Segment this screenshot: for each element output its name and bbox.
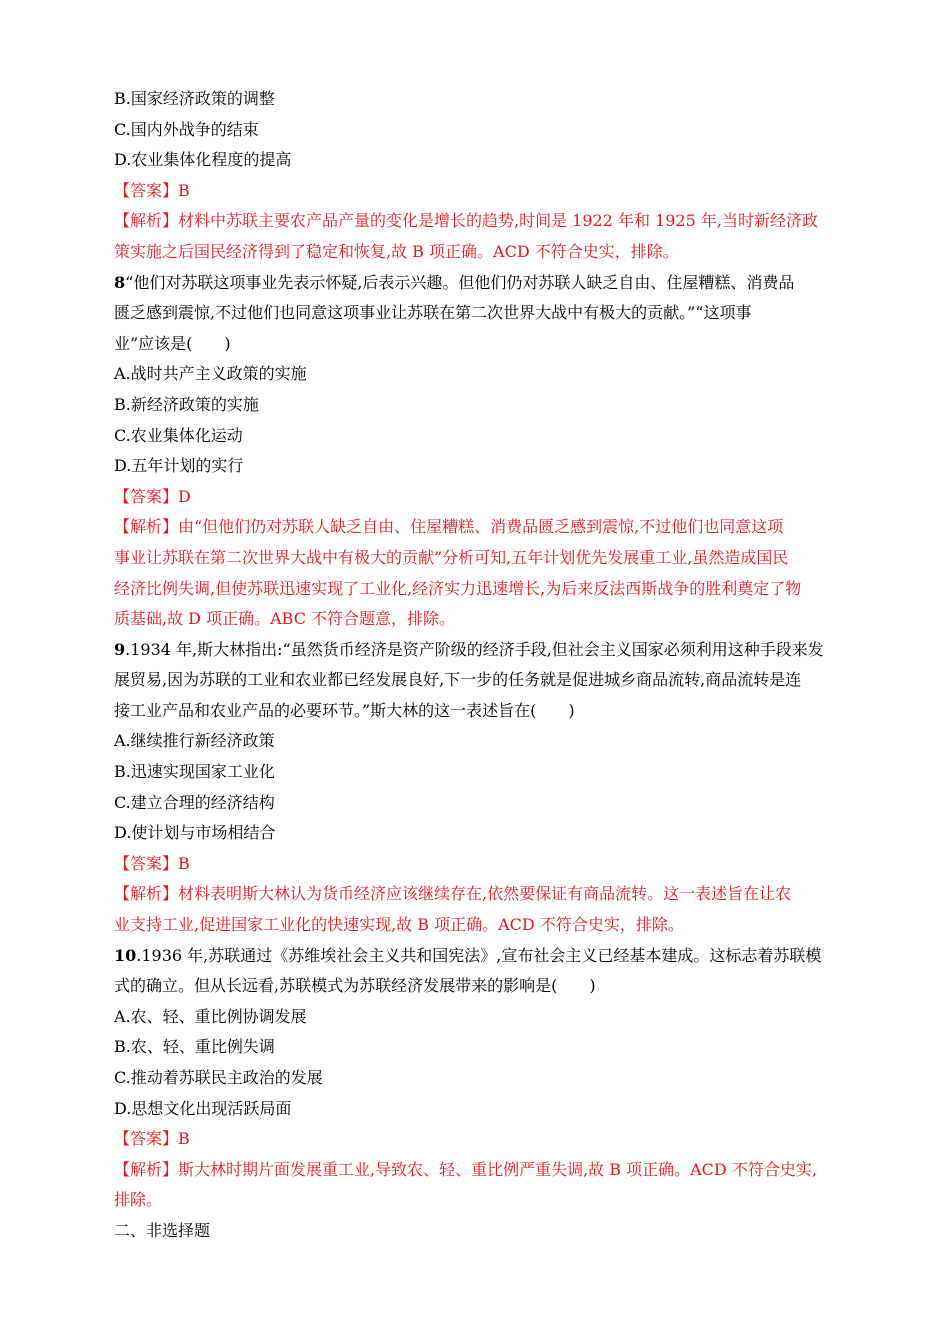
analysis-line: 【解析】材料中苏联主要农产品产量的变化是增长的趋势,时间是 1922 年和 1925 年,当时新经济政	[114, 211, 818, 231]
answer: 【答案】B	[114, 853, 190, 873]
analysis-line: 【解析】材料表明斯大林认为货币经济应该继续存在,依然要保证有商品流转。这一表述旨在让农	[114, 884, 792, 904]
analysis-line: 【解析】由“但他们仍对苏联人缺乏自由、住屋糟糕、消费品匮乏感到震惊,不过他们也同意这项	[114, 517, 784, 537]
analysis-line: 业支持工业,促进国家工业化的快速实现,故 B 项正确。ACD 不符合史实，排除。	[114, 915, 684, 935]
question-number: 8	[114, 272, 126, 292]
option-a: A.继续推行新经济政策	[114, 731, 275, 751]
analysis-line: 经济比例失调,但使苏联迅速实现了工业化,经济实力迅速增长,为后来反法西斯战争的胜利奠定了物	[114, 578, 802, 598]
option-a: A.战时共产主义政策的实施	[114, 364, 307, 384]
option-b: B.迅速实现国家工业化	[114, 762, 275, 782]
section-title: 二、非选择题	[114, 1220, 211, 1240]
question-number: 10	[114, 945, 137, 965]
option-c: C.建立合理的经济结构	[114, 792, 275, 812]
question-stem-line: 式的确立。但从长远看,苏联模式为苏联经济发展带来的影响是( )	[114, 976, 596, 996]
question-stem-line: 匮乏感到震惊,不过他们也同意这项事业让苏联在第二次世界大战中有极大的贡献。”“这项事	[114, 303, 752, 323]
option-d: D.使计划与市场相结合	[114, 823, 276, 843]
option-d: D.农业集体化程度的提高	[114, 150, 292, 170]
question-number: 9	[114, 639, 126, 659]
option-c: C.农业集体化运动	[114, 425, 243, 445]
question-stem-text: “他们对苏联这项事业先表示怀疑,后表示兴趣。但他们仍对苏联人缺乏自由、住屋糟糕、消费品	[125, 272, 795, 292]
option-d: D.思想文化出现活跃局面	[114, 1098, 292, 1118]
page-content	[114, 84, 844, 1247]
question-8	[114, 268, 844, 635]
question-stem-text: .1936 年,苏联通过《苏维埃社会主义共和国宪法》,宣布社会主义已经基本建成。这标志着苏联模	[136, 945, 822, 965]
question-9	[114, 635, 844, 941]
answer: 【答案】B	[114, 1129, 190, 1149]
question-stem-line: 业”应该是( )	[114, 333, 231, 353]
option-b: B.新经济政策的实施	[114, 394, 259, 414]
option-b: B.国家经济政策的调整	[114, 89, 275, 108]
analysis-line: 排除。	[114, 1190, 163, 1210]
analysis-line: 质基础,故 D 项正确。ABC 不符合题意，排除。	[114, 609, 456, 629]
question-stem-line	[114, 941, 844, 972]
question-stem-line	[114, 268, 844, 299]
analysis-line: 【解析】斯大林时期片面发展重工业,导致农、轻、重比例严重失调,故 B 项正确。ACD 不符合史实,	[114, 1159, 817, 1179]
question-10	[114, 941, 844, 1216]
analysis-line: 策实施之后国民经济得到了稳定和恢复,故 B 项正确。ACD 不符合史实，排除。	[114, 241, 679, 261]
question-stem-line	[114, 635, 844, 666]
question-stem-text: .1934 年,斯大林指出:“虽然货币经济是资产阶级的经济手段,但社会主义国家必须利用这种手段来发	[125, 639, 824, 659]
question-stem-line: 展贸易,因为苏联的工业和农业都已经发展良好,下一步的任务就是促进城乡商品流转,商品流转是连	[114, 670, 802, 690]
analysis-line: 事业让苏联在第二次世界大战中有极大的贡献”分析可知,五年计划优先发展重工业,虽然造成国民	[114, 547, 789, 567]
option-c: C.推动着苏联民主政治的发展	[114, 1068, 323, 1087]
option-d: D.五年计划的实行	[114, 456, 244, 476]
question-7-tail	[114, 84, 844, 268]
option-b: B.农、轻、重比例失调	[114, 1037, 275, 1057]
question-stem-line: 接工业产品和农业产品的必要环节。”斯大林的这一表述旨在( )	[114, 700, 575, 720]
option-a: A.农、轻、重比例协调发展	[114, 1006, 307, 1026]
option-c: C.国内外战争的结束	[114, 119, 259, 139]
answer: 【答案】D	[114, 486, 191, 506]
answer: 【答案】B	[114, 180, 190, 200]
